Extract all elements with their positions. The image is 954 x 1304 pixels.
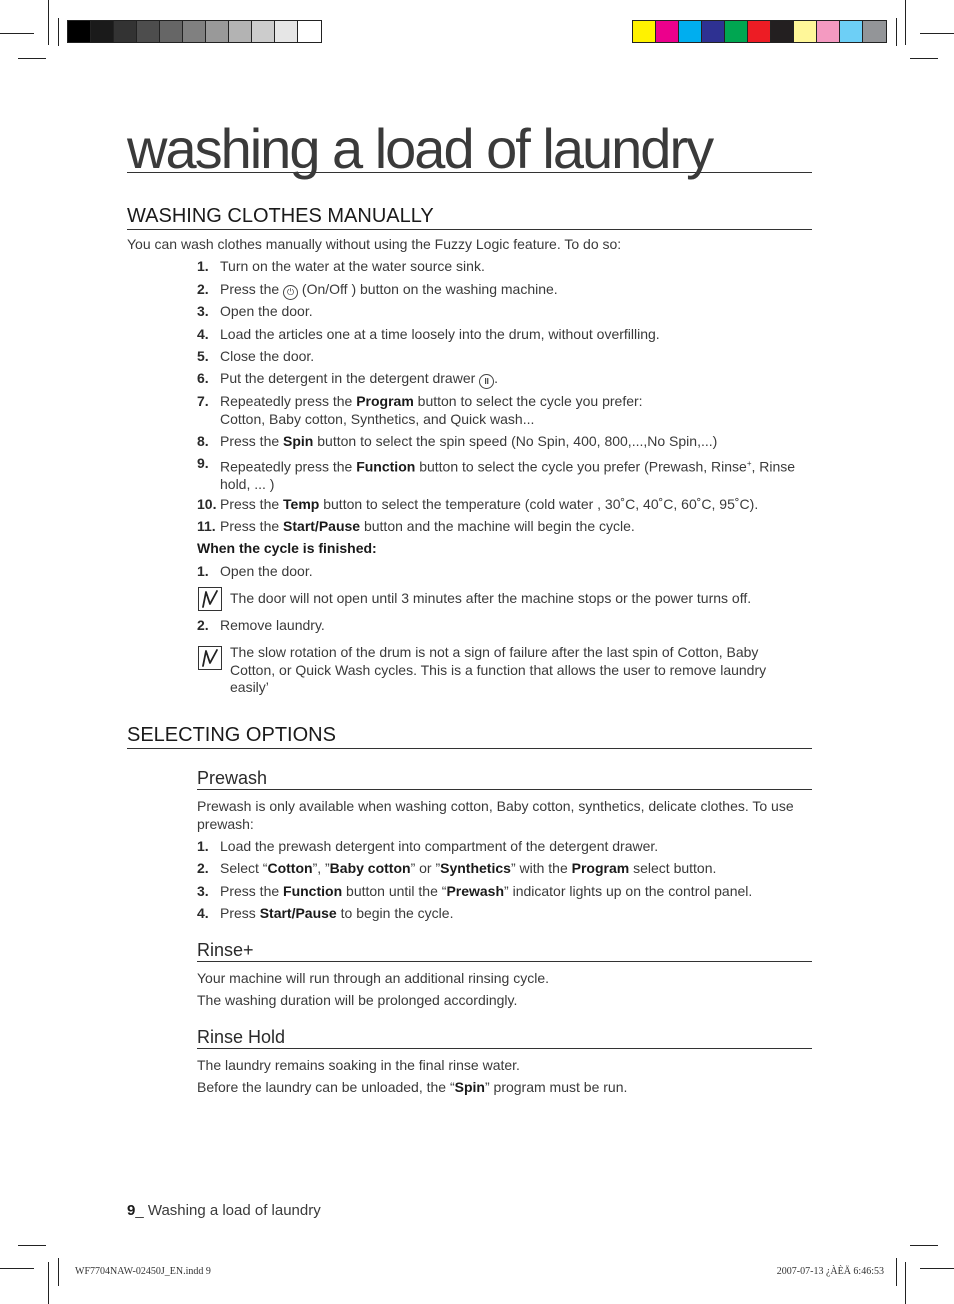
step-text: Press Start/Pause to begin the cycle. bbox=[220, 905, 454, 921]
color-swatch bbox=[656, 21, 679, 42]
crop-mark bbox=[58, 1258, 59, 1286]
color-swatch bbox=[252, 21, 275, 42]
step-text: Turn on the water at the water source sink. bbox=[220, 258, 485, 274]
print-slug-filename: WF7704NAW-02450J_EN.indd 9 bbox=[75, 1266, 211, 1277]
step-text: Repeatedly press the Function button to select the cycle you prefer (Prewash, Rinse+, Rinse hold, ... ) bbox=[220, 458, 796, 493]
color-swatch bbox=[91, 21, 114, 42]
section-heading-selecting-options: SELECTING OPTIONS bbox=[127, 724, 812, 749]
color-swatch bbox=[863, 21, 886, 42]
crop-mark bbox=[18, 1245, 46, 1246]
step-text: Open the door. bbox=[220, 303, 313, 319]
page-number: 9 bbox=[127, 1202, 136, 1219]
rinse-plus-text: Your machine will run through an additional rinsing cycle. bbox=[197, 970, 550, 986]
step-number: 9. bbox=[197, 455, 209, 471]
crop-mark bbox=[0, 33, 34, 34]
step-number: 3. bbox=[197, 883, 209, 899]
step-text: Repeatedly press the Program button to select the cycle you prefer: Cotton, Baby cotton, Synthetics, and Quick wash... bbox=[220, 393, 643, 427]
note-icon bbox=[198, 587, 222, 611]
subheading-prewash: Prewash bbox=[197, 768, 812, 790]
step-number: 3. bbox=[197, 303, 209, 319]
step-number: 6. bbox=[197, 370, 209, 386]
step-text: Press the Spin button to select the spin speed (No Spin, 400, 800,...,No Spin,...) bbox=[220, 433, 718, 449]
step-text: Put the detergent in the detergent drawer II . bbox=[220, 370, 812, 389]
crop-mark bbox=[910, 58, 938, 59]
crop-mark bbox=[48, 1262, 49, 1304]
step-number: 2. bbox=[197, 860, 209, 876]
color-swatch bbox=[771, 21, 794, 42]
color-swatch bbox=[817, 21, 840, 42]
grayscale-color-bar bbox=[67, 20, 322, 43]
color-swatch bbox=[160, 21, 183, 42]
step-number: 1. bbox=[197, 838, 209, 854]
cycle-finished-label: When the cycle is finished: bbox=[197, 540, 377, 556]
step-text: Press the ⏻ (On/Off ) button on the washing machine. bbox=[220, 281, 812, 300]
step-text: Open the door. bbox=[220, 563, 313, 579]
section-heading-washing-manually: WASHING CLOTHES MANUALLY bbox=[127, 205, 812, 230]
color-swatch bbox=[275, 21, 298, 42]
step-text: Select “Cotton”, ”Baby cotton” or ”Synthetics” with the Program select button. bbox=[220, 860, 717, 876]
note-text: The door will not open until 3 minutes after the machine stops or the power turns off. bbox=[230, 590, 752, 606]
color-swatch bbox=[298, 21, 321, 42]
section-intro: You can wash clothes manually without using the Fuzzy Logic feature. To do so: bbox=[127, 236, 622, 252]
roman-two-icon: II bbox=[479, 374, 494, 389]
color-swatch bbox=[840, 21, 863, 42]
color-swatch bbox=[679, 21, 702, 42]
color-swatch bbox=[206, 21, 229, 42]
footer-label: _ Washing a load of laundry bbox=[135, 1202, 321, 1219]
step-number: 5. bbox=[197, 348, 209, 364]
process-color-bar bbox=[632, 20, 887, 43]
step-number: 10. bbox=[197, 496, 217, 512]
step-text: Load the articles one at a time loosely into the drum, without overfilling. bbox=[220, 326, 660, 342]
step-text: Remove laundry. bbox=[220, 617, 325, 633]
step-number: 1. bbox=[197, 258, 209, 274]
color-swatch bbox=[702, 21, 725, 42]
crop-mark bbox=[896, 1258, 897, 1286]
subheading-rinse-plus: Rinse+ bbox=[197, 940, 812, 962]
rinse-plus-text: The washing duration will be prolonged accordingly. bbox=[197, 992, 518, 1008]
crop-mark bbox=[920, 33, 954, 34]
step-text: Load the prewash detergent into compartment of the detergent drawer. bbox=[220, 838, 659, 854]
note-icon bbox=[198, 646, 222, 670]
step-number: 4. bbox=[197, 905, 209, 921]
crop-mark bbox=[905, 1262, 906, 1304]
color-swatch bbox=[114, 21, 137, 42]
crop-mark bbox=[58, 18, 59, 46]
step-number: 1. bbox=[197, 563, 209, 579]
subheading-rinse-hold: Rinse Hold bbox=[197, 1027, 812, 1049]
rinse-hold-text: Before the laundry can be unloaded, the “Spin” program must be run. bbox=[197, 1079, 628, 1095]
step-text: Press the Function button until the “Prewash” indicator lights up on the control panel. bbox=[220, 883, 753, 899]
note-text: The slow rotation of the drum is not a sign of failure after the last spin of Cotton, Baby Cotton, or Quick Wash cycles. This is a function that allows the user to remove laundry easily’ bbox=[230, 644, 767, 695]
step-text: Close the door. bbox=[220, 348, 315, 364]
color-swatch bbox=[633, 21, 656, 42]
color-swatch bbox=[229, 21, 252, 42]
color-swatch bbox=[68, 21, 91, 42]
color-swatch bbox=[137, 21, 160, 42]
crop-mark bbox=[920, 1268, 954, 1269]
crop-mark bbox=[18, 58, 46, 59]
color-swatch bbox=[794, 21, 817, 42]
step-number: 4. bbox=[197, 326, 209, 342]
step-text: Press the Start/Pause button and the machine will begin the cycle. bbox=[220, 518, 635, 534]
color-swatch bbox=[748, 21, 771, 42]
crop-mark bbox=[896, 18, 897, 46]
crop-mark bbox=[0, 1268, 34, 1269]
step-number: 7. bbox=[197, 393, 209, 409]
step-text: Press the Temp button to select the temperature (cold water , 30˚C, 40˚C, 60˚C, 95˚C). bbox=[220, 496, 759, 512]
rinse-hold-text: The laundry remains soaking in the final rinse water. bbox=[197, 1057, 520, 1073]
step-number: 2. bbox=[197, 617, 209, 633]
step-number: 2. bbox=[197, 281, 209, 297]
prewash-intro: Prewash is only available when washing cotton, Baby cotton, synthetics, delicate clothes. To use prewash: bbox=[197, 798, 794, 832]
step-number: 11. bbox=[197, 518, 216, 534]
color-swatch bbox=[725, 21, 748, 42]
crop-mark bbox=[48, 0, 49, 45]
print-slug-timestamp: 2007-07-13 ¿ÀÈÄ 6:46:53 bbox=[776, 1266, 884, 1277]
page-footer bbox=[127, 1202, 321, 1219]
crop-mark bbox=[910, 1245, 938, 1246]
power-icon: ⏻ bbox=[283, 285, 298, 300]
color-swatch bbox=[183, 21, 206, 42]
crop-mark bbox=[905, 0, 906, 45]
page-title: washing a load of laundry bbox=[127, 120, 812, 173]
step-number: 8. bbox=[197, 433, 209, 449]
